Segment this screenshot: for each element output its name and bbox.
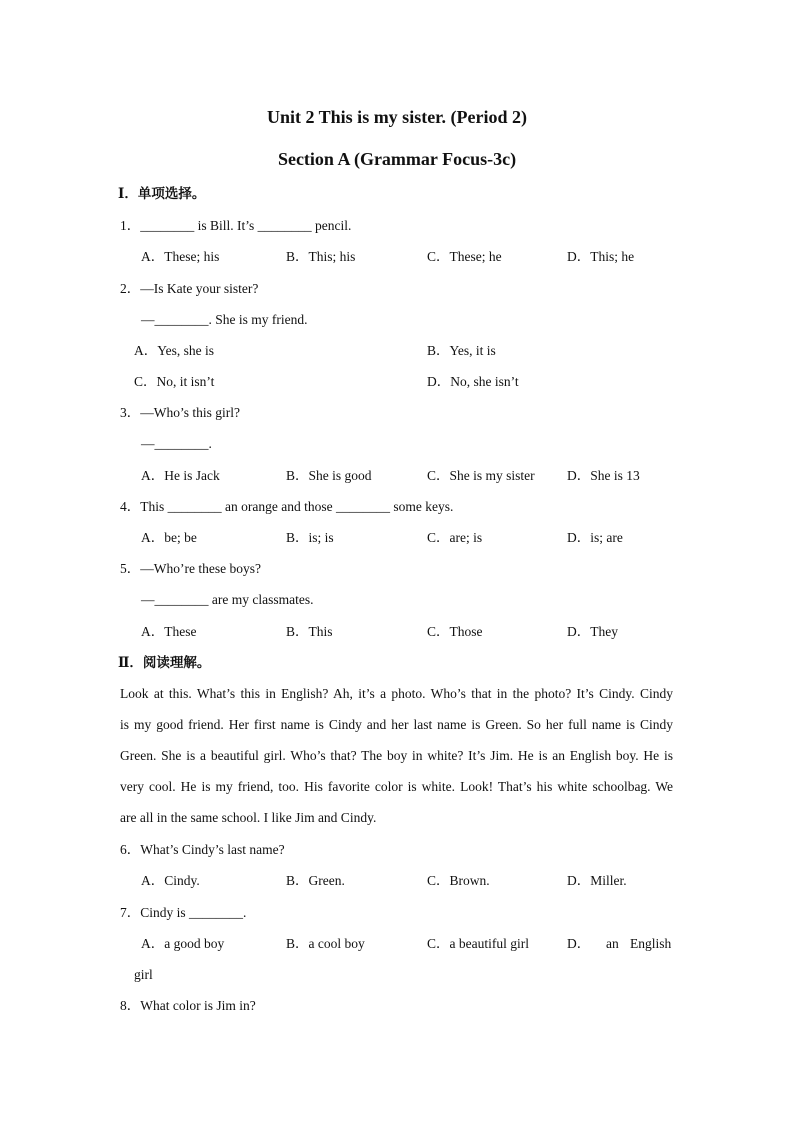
question-4-option-d: D．is; are bbox=[567, 530, 623, 545]
question-3-answer-line: —________. bbox=[141, 436, 212, 451]
question-4-option-b: B．is; is bbox=[286, 530, 334, 545]
question-6-option-c: C．Brown. bbox=[427, 873, 490, 888]
question-2-answer-line: —________. She is my friend. bbox=[141, 312, 308, 327]
question-7-stem: 7．Cindy is ________. bbox=[120, 905, 247, 920]
question-7-option-d-label: D． bbox=[567, 936, 591, 951]
page-subtitle: Section A (Grammar Focus-3c) bbox=[277, 149, 517, 169]
question-6-option-d: D．Miller. bbox=[567, 873, 627, 888]
question-3-option-a: A．He is Jack bbox=[141, 468, 220, 483]
question-7-option-d-word: English bbox=[630, 936, 672, 951]
question-3-stem: 3．—Who’s this girl? bbox=[120, 405, 240, 420]
question-4-option-c: C．are; is bbox=[427, 530, 483, 545]
section-2-heading: Ⅱ．阅读理解。 bbox=[118, 655, 211, 670]
question-5-option-c: C．Those bbox=[427, 624, 483, 639]
passage-line: very cool. He is my friend, too. His favorite color is white. Look! That’s his white schoolbag. We bbox=[120, 779, 673, 794]
passage-line: is my good friend. Her first name is Cindy and her last name is Green. So her full name is Cindy bbox=[120, 717, 673, 732]
passage-line: Green. She is a beautiful girl. Who’s that? The boy in white? It’s Jim. He is an English boy. He is bbox=[120, 748, 673, 763]
question-8-stem: 8．What color is Jim in? bbox=[120, 998, 256, 1013]
question-4-option-a: A．be; be bbox=[141, 530, 197, 545]
question-5-option-a: A．These bbox=[141, 624, 197, 639]
question-1-option-b: B．This; his bbox=[286, 249, 356, 264]
question-2-option-b: B．Yes, it is bbox=[427, 343, 496, 358]
question-2-option-c: C．No, it isn’t bbox=[134, 374, 215, 389]
question-7-option-d-word: an bbox=[606, 936, 619, 951]
section-1-heading: Ⅰ．单项选择。 bbox=[118, 186, 206, 201]
question-1-option-c: C．These; he bbox=[427, 249, 502, 264]
question-5-option-b: B．This bbox=[286, 624, 333, 639]
passage-line: Look at this. What’s this in English? Ah, it’s a photo. Who’s that in the photo? It’s Cindy. Cindy bbox=[120, 686, 673, 701]
question-2-option-d: D．No, she isn’t bbox=[427, 374, 519, 389]
page-title: Unit 2 This is my sister. (Period 2) bbox=[266, 107, 527, 127]
question-7-option-b: B．a cool boy bbox=[286, 936, 365, 951]
question-3-option-c: C．She is my sister bbox=[427, 468, 535, 483]
question-6-stem: 6．What’s Cindy’s last name? bbox=[120, 842, 285, 857]
question-3-option-b: B．She is good bbox=[286, 468, 372, 483]
question-1-option-a: A．These; his bbox=[141, 249, 220, 264]
passage-line: are all in the same school. I like Jim and Cindy. bbox=[120, 810, 377, 825]
question-1-stem: 1．________ is Bill. It’s ________ pencil. bbox=[120, 218, 352, 233]
question-3-option-d: D．She is 13 bbox=[567, 468, 640, 483]
reading-passage bbox=[120, 685, 673, 840]
question-6-option-b: B．Green. bbox=[286, 873, 345, 888]
question-7-option-a: A．a good boy bbox=[141, 936, 225, 951]
question-1-option-d: D．This; he bbox=[567, 249, 635, 264]
question-4-stem: 4．This ________ an orange and those ________ some keys. bbox=[120, 499, 454, 514]
question-5-option-d: D．They bbox=[567, 624, 618, 639]
question-7-option-c: C．a beautiful girl bbox=[427, 936, 529, 951]
question-2-stem: 2．—Is Kate your sister? bbox=[120, 281, 259, 296]
question-5-answer-line: —________ are my classmates. bbox=[141, 592, 314, 607]
question-6-option-a: A．Cindy. bbox=[141, 873, 200, 888]
question-2-option-a: A．Yes, she is bbox=[134, 343, 215, 358]
question-5-stem: 5．—Who’re these boys? bbox=[120, 561, 261, 576]
question-7-option-d-wrap: girl bbox=[134, 967, 153, 982]
